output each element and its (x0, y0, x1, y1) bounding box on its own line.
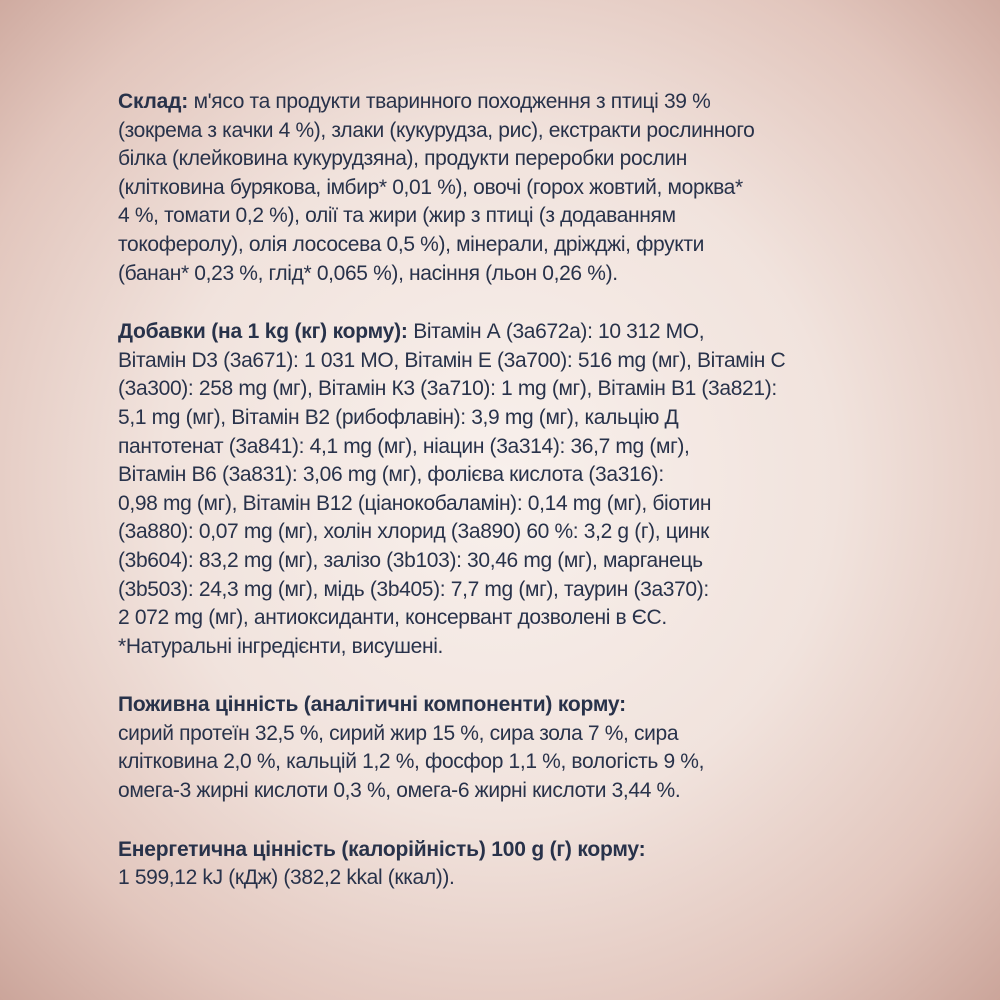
section-text: (банан* 0,23 %, глід* 0,065 %), насіння (льон 0,26 %). (118, 261, 618, 285)
additives-section (118, 318, 918, 661)
section-heading: Добавки (на 1 kg (кг) корму): (118, 320, 408, 344)
text-line (118, 117, 918, 146)
text-line (118, 231, 918, 260)
text-line (118, 836, 918, 865)
text-line (118, 604, 918, 633)
section-text: сирий протеїн 32,5 %, сирий жир 15 %, сира зола 7 %, сира (118, 721, 679, 745)
text-line (118, 260, 918, 289)
text-line (118, 375, 918, 404)
section-text: (3а300): 258 mg (мг), Вітамін К3 (3а710): 1 mg (мг), Вітамін В1 (3а821): (118, 377, 777, 401)
text-line (118, 518, 918, 547)
product-composition-document (118, 88, 918, 923)
text-line (118, 202, 918, 231)
section-heading: Поживна цінність (аналітичні компоненти) корму: (118, 693, 626, 717)
text-line (118, 347, 918, 376)
section-text: 1 599,12 kJ (кДж) (382,2 kkal (ккал)). (118, 866, 455, 890)
section-text: (3а880): 0,07 mg (мг), холін хлорид (3а890) 60 %: 3,2 g (г), цинк (118, 520, 709, 544)
section-text: омега-3 жирні кислоти 0,3 %, омега-6 жирні кислоти 3,44 %. (118, 779, 681, 803)
text-line (118, 490, 918, 519)
text-line (118, 748, 918, 777)
text-line (118, 145, 918, 174)
text-line (118, 88, 918, 117)
energy-value-section (118, 836, 918, 893)
section-text: Вітамін D3 (3а671): 1 031 МО, Вітамін Е (3а700): 516 mg (мг), Вітамін С (118, 348, 786, 372)
text-line (118, 720, 918, 749)
text-line (118, 461, 918, 490)
section-text: м'ясо та продукти тваринного походження з птиці 39 % (188, 90, 711, 113)
text-line (118, 404, 918, 433)
section-text: токоферолу), олія лососева 0,5 %), мінерали, дріжджі, фрукти (118, 232, 705, 256)
text-line (118, 318, 918, 347)
section-text: (3b503): 24,3 mg (мг), мідь (3b405): 7,7 mg (мг), таурин (3а370): (118, 577, 709, 601)
nutritional-value-section (118, 691, 918, 805)
text-line (118, 433, 918, 462)
section-text: (зокрема з качки 4 %), злаки (кукурудза, рис), екстракти рослинного (118, 118, 755, 142)
text-line (118, 633, 918, 662)
text-line (118, 864, 918, 893)
section-text: Вітамін В6 (3а831): 3,06 mg (мг), фолієва кислота (3а316): (118, 463, 664, 487)
section-heading: Склад: (118, 90, 189, 113)
section-heading: Енергетична цінність (калорійність) 100 g (г) корму: (118, 837, 646, 861)
section-text: Вітамін А (3а672а): 10 312 МО, (407, 320, 705, 344)
section-text: пантотенат (3а841): 4,1 mg (мг), ніацин (3а314): 36,7 mg (мг), (118, 434, 690, 458)
text-line (118, 547, 918, 576)
section-text: 4 %, томати 0,2 %), олії та жири (жир з птиці (з додаванням (118, 204, 676, 228)
section-text: 5,1 mg (мг), Вітамін В2 (рибофлавін): 3,9 mg (мг), кальцію Д (118, 405, 679, 429)
text-line (118, 691, 918, 720)
section-text: (клітковина бурякова, імбир* 0,01 %), овочі (горох жовтий, морква* (118, 175, 743, 199)
section-text: *Натуральні інгредієнти, висушені. (118, 634, 444, 658)
text-line (118, 576, 918, 605)
section-text: 0,98 mg (мг), Вітамін В12 (ціанокобаламін): 0,14 mg (мг), біотин (118, 491, 712, 515)
section-text: білка (клейковина кукурудзяна), продукти переробки рослин (118, 147, 688, 171)
text-line (118, 174, 918, 203)
text-line (118, 777, 918, 806)
section-text: клітковина 2,0 %, кальцій 1,2 %, фосфор 1,1 %, вологість 9 %, (118, 750, 705, 774)
section-text: (3b604): 83,2 mg (мг), залізо (3b103): 30,46 mg (мг), марганець (118, 548, 703, 572)
composition-section (118, 88, 918, 288)
section-text: 2 072 mg (мг), антиоксиданти, консервант дозволені в ЄС. (118, 606, 667, 630)
